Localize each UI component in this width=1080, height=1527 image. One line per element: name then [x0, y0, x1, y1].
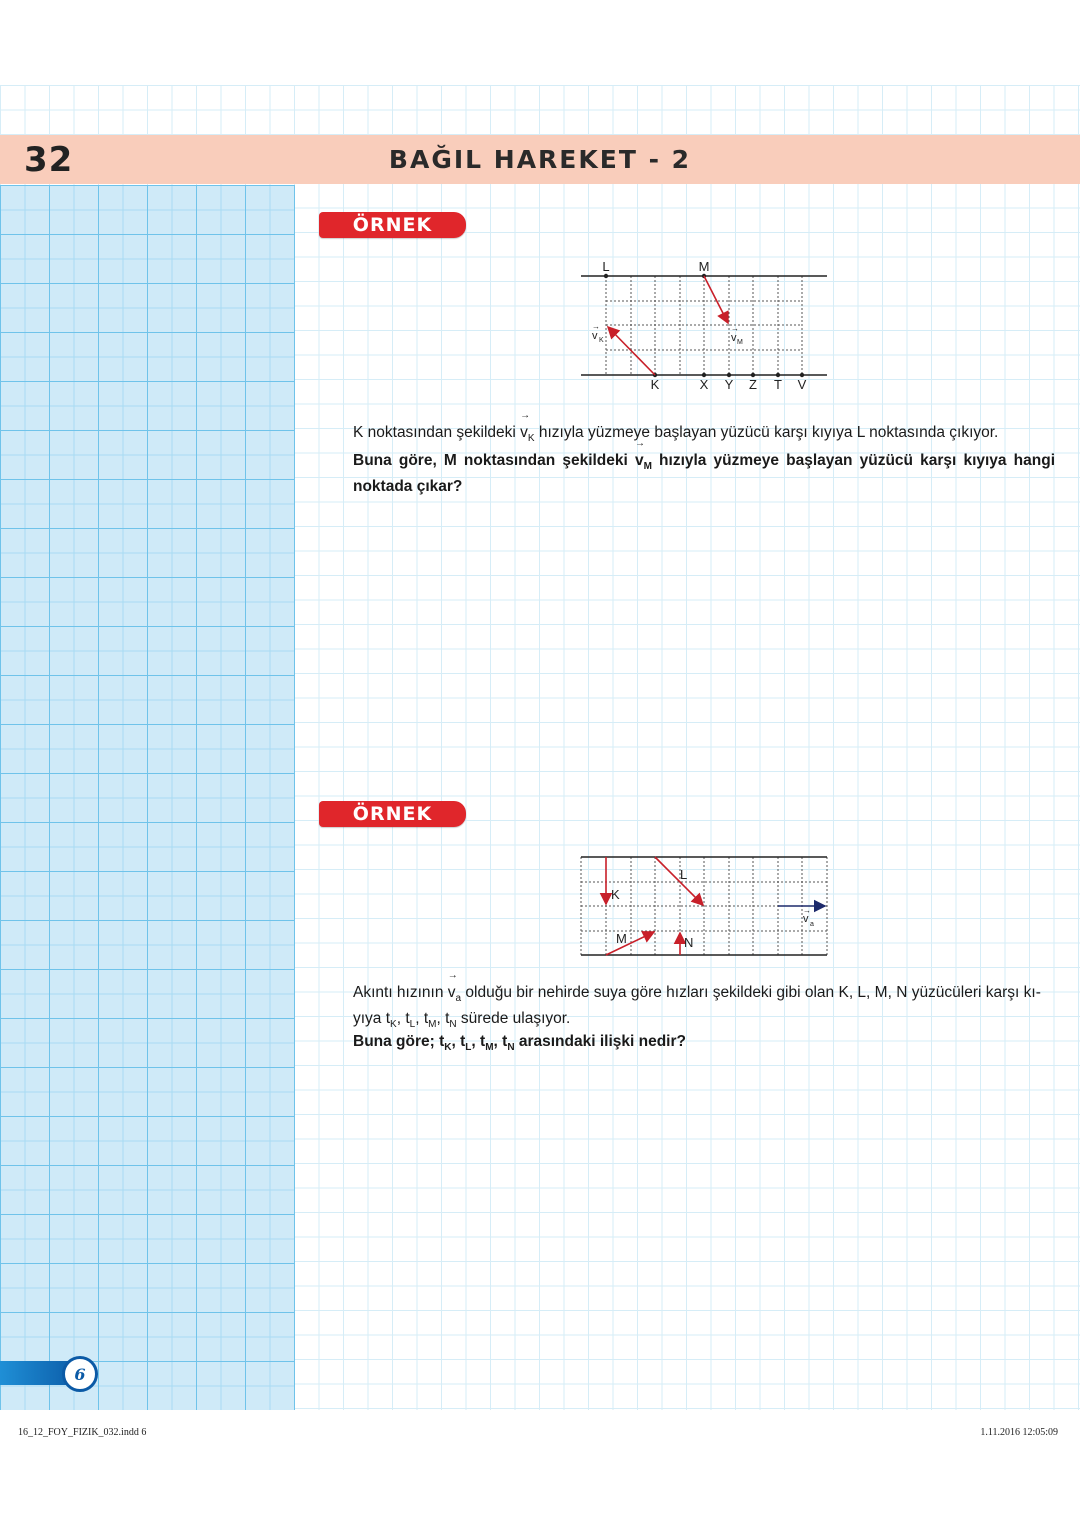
example-badge-1: ÖRNEK [319, 212, 466, 238]
page-badge: 6 [62, 1356, 98, 1392]
footer-timestamp: 1.11.2016 12:05:09 [980, 1427, 1058, 1438]
svg-text:→: → [731, 324, 739, 333]
vector-k-label: v [592, 330, 598, 342]
label-V: V [797, 377, 807, 392]
vector-m-sub: M [737, 339, 743, 346]
example2-question: Buna göre; $t_K$, $t_L$, $t_M$, $t_N$ arasındaki ilişki nedir? [353, 1033, 686, 1054]
label-M: M [698, 259, 710, 274]
label-L: L [602, 259, 610, 274]
vector-k-sub: K [599, 337, 604, 344]
river-figure-1 [576, 255, 836, 395]
arrow-m [606, 932, 654, 955]
vector-m-arrow [704, 276, 728, 323]
vector-m-label: v [731, 332, 737, 344]
current-label: v [803, 913, 809, 925]
page-title: BAĞIL HAREKET - 2 [388, 145, 692, 174]
arrow-l [655, 857, 703, 905]
river-figure-2 [576, 852, 836, 962]
svg-text:→: → [803, 906, 811, 915]
label-L: L [680, 867, 688, 882]
label-K: K [611, 887, 620, 902]
example2-statement: Akıntı hızının → $v_a$ olduğu bir nehirde suya göre hızları şekildeki gibi olan K, L, M, N yüzücüleri karşı kı- yıya $t_K$, $t_L$, $t_M$, $t_N$ sürede ulaşıyor. [353, 983, 1055, 1035]
label-Y: Y [724, 377, 734, 392]
label-M: M [616, 931, 627, 946]
example1-question: Buna göre, M noktasından şekildeki → $v_M$ hızıyla yüzmeye başlayan yüzücü karşı kıyıya hangi noktada çıkar? [353, 451, 1055, 497]
label-Z: Z [749, 377, 757, 392]
label-N: N [684, 935, 694, 950]
left-margin-grid-panel [0, 185, 295, 1410]
example1-statement: K noktasından şekildeki → $v_K$ hızıyla yüzmeye başlayan yüzücü karşı kıyıya L noktasında çıkıyor. [353, 423, 1055, 449]
footer-file-name: 16_12_FOY_FIZIK_032.indd 6 [18, 1427, 147, 1438]
label-T: T [774, 377, 782, 392]
current-sub: a [810, 921, 814, 928]
vector-k-arrow [608, 327, 655, 375]
svg-text:→: → [592, 322, 600, 331]
example-badge-2: ÖRNEK [319, 801, 466, 827]
page-number: 32 [24, 140, 74, 180]
label-X: X [699, 377, 709, 392]
label-K: K [650, 377, 660, 392]
